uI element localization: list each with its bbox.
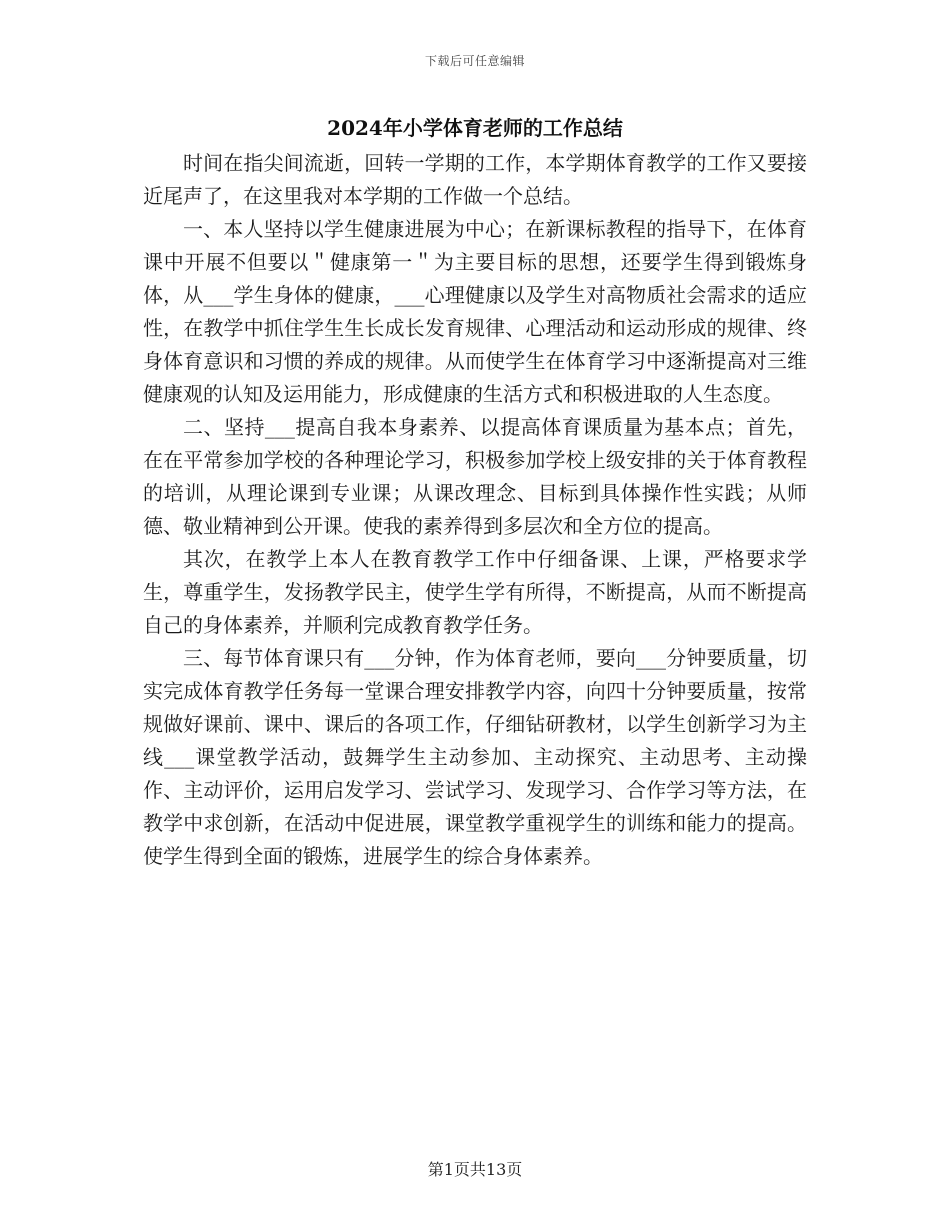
page-number-indicator: 第1页共13页 [427,1160,523,1179]
document-title: 2024年小学体育老师的工作总结 [327,116,623,140]
paragraph-section-three: 三、每节体育课只有___分钟，作为体育老师，要向___分钟要质量，切实完成体育教学任务每一堂课合理安排教学内容，向四十分钟要质量，按常规做好课前、课中、课后的各项工作，仔细钻研教材，以学生创新学习为主线___课堂教学活动，鼓舞学生主动参加、主动探究、主动思考、主动操作、主动评价，运用启发学习、尝试学习、发现学习、合作学习等方法，在教学中求创新，在活动中促进展，课堂教学重视学生的训练和能力的提高。使学生得到全面的锻炼，进展学生的综合身体素养。 [143,646,807,868]
paragraph-intro: 时间在指尖间流逝，回转一学期的工作，本学期体育教学的工作又要接近尾声了，在这里我对本学期的工作做一个总结。 [143,151,807,208]
paragraph-second-point: 其次，在教学上本人在教育教学工作中仔细备课、上课，严格要求学生，尊重学生，发扬教学民主，使学生学有所得，不断提高，从而不断提高自己的身体素养，并顺利完成教育教学任务。 [143,547,807,637]
page-header-note: 下载后可任意编辑 [424,54,525,68]
document-body [143,147,807,873]
paragraph-section-one: 一、本人坚持以学生健康进展为中心；在新课标教程的指导下，在体育课中开展不但要以＂健康第一＂为主要目标的思想，还要学生得到锻炼身体，从___学生身体的健康，___心理健康以及学生对高物质社会需求的适应性，在教学中抓住学生生长成长发育规律、心理活动和运动形成的规律、终身体育意识和习惯的养成的规律。从而使学生在体育学习中逐渐提高对三维健康观的认知及运用能力，形成健康的生活方式和积极进取的人生态度。 [143,217,807,406]
paragraph-section-two: 二、坚持___提高自我本身素养、以提高体育课质量为基本点；首先，在在平常参加学校的各种理论学习，积极参加学校上级安排的关于体育教程的培训，从理论课到专业课；从课改理念、目标到具体操作性实践；从师德、敬业精神到公开课。使我的素养得到多层次和全方位的提高。 [143,415,807,538]
